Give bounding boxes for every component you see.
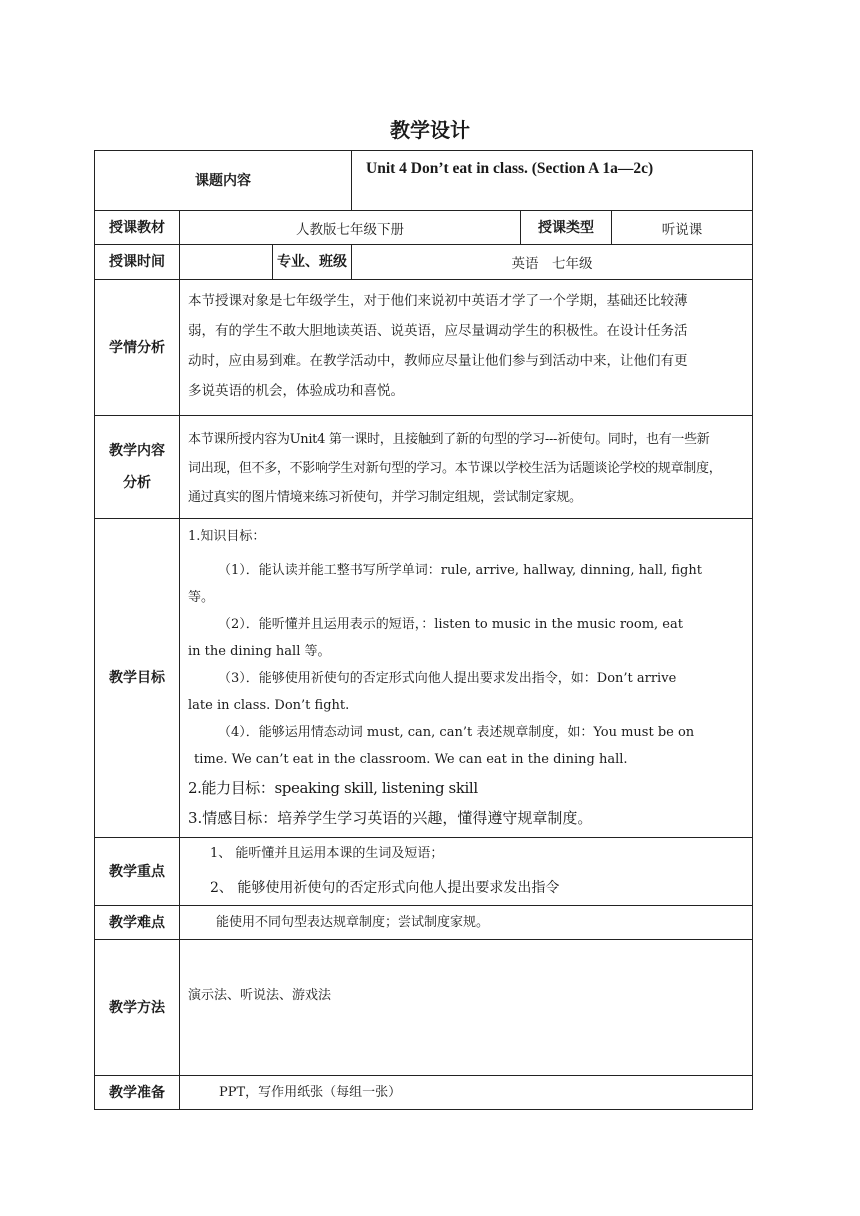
objective-item: （3）．能够使用祈使句的否定形式向他人提出要求发出指令，如：Don’t arrive [218, 671, 677, 686]
objectives-content [188, 519, 746, 837]
text-line: 通过真实的图片情境来练习祈使句，并学习制定组规，尝试制定家规。 [188, 490, 582, 505]
key-points-row [94, 837, 753, 906]
topic-row [94, 150, 753, 211]
time-value [180, 245, 272, 279]
time-row [94, 244, 753, 280]
difficulties-label: 教学难点 [109, 914, 165, 931]
key-points-content [210, 838, 748, 905]
methods-value: 演示法、听说法、游戏法 [188, 988, 332, 1003]
objective-item-cont: time. We can’t eat in the classroom. We can eat in the dining hall. [194, 752, 628, 767]
difficulties-value: 能使用不同句型表达规章制度；尝试制度家规。 [216, 915, 490, 930]
lesson-type-value: 听说课 [661, 221, 703, 238]
ability-heading: 2.能力目标：speaking skill, listening skill [188, 779, 478, 797]
document-title: 教学设计 [390, 118, 470, 142]
objective-item: （4）．能够运用情态动词 must, can, can’t 表述规章制度，如：You must be on [218, 725, 695, 740]
major-class-value: 英语 七年级 [511, 256, 593, 272]
students-label: 学情分析 [109, 339, 165, 356]
objectives-label: 教学目标 [109, 670, 165, 686]
key-point-item: 2、 能够使用祈使句的否定形式向他人提出要求发出指令 [210, 880, 560, 896]
content-label-line1: 教学内容 [109, 443, 165, 459]
topic-value: Unit 4 Don’t eat in class. (Section A 1a—2c) [366, 160, 654, 177]
objective-item-cont: in the dining hall 等。 [188, 644, 331, 659]
text-line: 动时，应由易到难。在教学活动中，教师应尽量让他们参与到活动中来，让他们有更 [188, 353, 688, 369]
text-line: 本节授课对象是七年级学生，对于他们来说初中英语才学了一个学期，基础还比较薄 [188, 293, 688, 309]
content-analysis [188, 416, 750, 518]
material-value: 人教版七年级下册 [296, 221, 404, 238]
preparation-value: PPT，写作用纸张（每组一张） [219, 1085, 402, 1100]
content-label [95, 416, 179, 518]
students-analysis [188, 280, 748, 415]
students-row [94, 279, 753, 416]
time-label: 授课时间 [109, 254, 165, 270]
methods-label: 教学方法 [109, 999, 165, 1016]
major-class-label: 专业、班级 [277, 254, 347, 270]
emotion-heading: 3.情感目标：培养学生学习英语的兴趣，懂得遵守规章制度。 [188, 809, 593, 827]
preparation-row [94, 1075, 753, 1110]
objectives-row [94, 518, 753, 838]
objective-item-cont: 等。 [188, 590, 215, 605]
text-line: 弱，有的学生不敢大胆地读英语、说英语，应尽量调动学生的积极性。在设计任务活 [188, 323, 688, 339]
difficulties-row [94, 905, 753, 940]
text-line: 词出现，但不多，不影响学生对新句型的学习。本节课以学校生活为话题谈论学校的规章制度， [188, 461, 722, 476]
objective-item: （2）．能听懂并且运用表示的短语，：listen to music in the music room, eat [218, 617, 683, 632]
objective-item: （1）．能认读并能工整书写所学单词：rule, arrive, hallway, dinning, hall, fight [218, 563, 702, 578]
text-line: 本节课所授内容为Unit4 第一课时，且接触到了新的句型的学习---祈使句。同时，也有一些新 [188, 432, 710, 447]
lesson-type-label: 授课类型 [538, 219, 594, 236]
content-label-line2: 分析 [123, 475, 151, 491]
objective-item-cont: late in class. Don’t fight. [188, 698, 350, 713]
preparation-label: 教学准备 [109, 1084, 165, 1101]
text-line: 多说英语的机会，体验成功和喜悦。 [188, 383, 404, 399]
methods-row [94, 939, 753, 1076]
material-label: 授课教材 [109, 219, 165, 236]
key-point-item: 1、 能听懂并且运用本课的生词及短语； [210, 846, 444, 861]
content-row [94, 415, 753, 519]
key-points-label: 教学重点 [109, 863, 165, 880]
knowledge-heading: 1.知识目标： [188, 529, 266, 544]
topic-label: 课题内容 [195, 172, 251, 189]
material-row [94, 210, 753, 245]
